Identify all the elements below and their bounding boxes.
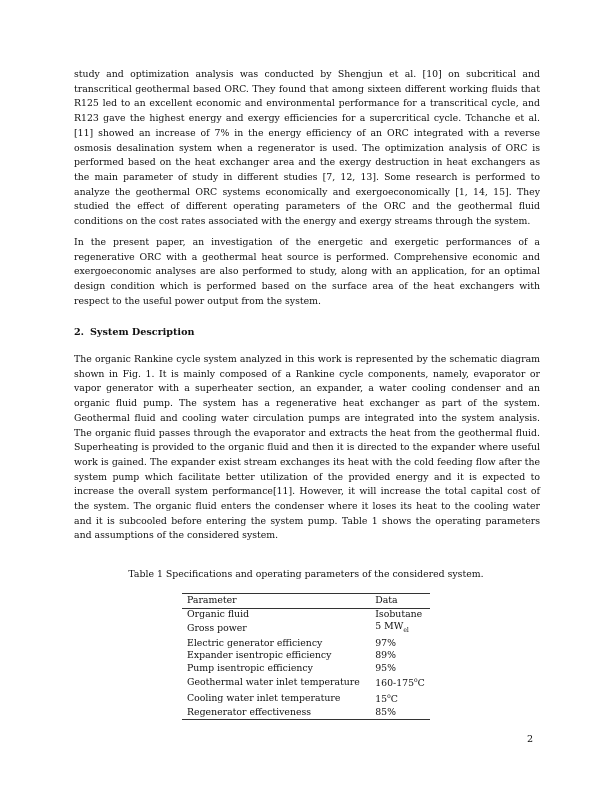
table-row [182, 691, 430, 707]
value-cell: Isobutane [375, 608, 423, 620]
section-number: 2. [74, 327, 85, 338]
value-unit: C [417, 678, 425, 690]
paragraph-intro-continued: study and optimization analysis was conducted by Shengjun et al. [10] on subcritical and transcritical geothermal based ORC. They found that among sixteen different working fluids that R125 led to an excellent economic and environmental performance for a transcritical cycle, and R123 gave the highest energy and exergy efficiencies for a supercritical cycle. Tchanche et al. [11] showed an increase of 7% in the energy efficiency of an ORC integrated with a reverse osmosis desalination system when a regenerator is used. The optimization analysis of ORC is performed based on the heat exchanger area and the exergy destruction in heat exchangers as the main parameter of study in different studies [7, 12, 13]. Some research is performed to analyze the geothermal ORC systems economically and exergoeconomically [1, 14, 15]. They studied the effect of different operating parameters of the ORC and the geothermal fluid conditions on the cost rates associated with the energy and exergy streams through the system. [74, 69, 540, 228]
paragraph-system-description: The organic Rankine cycle system analyzed in this work is represented by the schematic diagram shown in Fig. 1. It is mainly composed of a Rankine cycle components, namely, evaporator or vapor generator with a superheater section, an expander, a water cooling condenser and an organic fluid pump. The system has a regenerative heat exchanger as part of the system. Geothermal fluid and cooling water circulation pumps are integrated into the system analysis. The organic fluid passes through the evaporator and extracts the heat from the geothermal fluid. Superheating is provided to the organic fluid and then it is directed to the expander where useful work is gained. The expander exist stream exchanges its heat with the cold feeding flow after the system pump which facilitate better utilization of the provided energy and it is expected to increase the overall system performance[11]. However, it will increase the total capital cost of the system. The organic fluid enters the condenser where it loses its heat to the cooling water and it is subcooled before entering the system pump. Table 1 shows the operating parameters and assumptions of the considered system. [74, 354, 540, 542]
param-cell: Organic fluid [187, 608, 250, 620]
section-title: System Description [90, 327, 195, 338]
page-number: 2 [527, 734, 534, 745]
param-cell: Pump isentropic efficiency [187, 662, 313, 674]
table-row [182, 675, 430, 691]
value-cell [367, 621, 430, 637]
value-superscript: o [414, 677, 418, 685]
paragraph-present-paper: In the present paper, an investigation of the energetic and exergetic performances of a regenerative ORC with a geothermal heat source is performed. Comprehensive economic and exergoeconomic analyses are also performed to study, along with an application, for an optimal design condition which is performed based on the surface area of the heat exchangers with respect to the useful power output from the system. [74, 237, 540, 307]
value-cell: 95% [375, 662, 396, 674]
param-cell: Gross power [187, 623, 247, 635]
column-header-parameter: Parameter [182, 594, 367, 609]
value-text: 160-175 [375, 678, 415, 690]
value-cell: 85% [367, 707, 430, 720]
value-cell [367, 675, 430, 691]
value-superscript: o [387, 693, 391, 701]
value-subscript: el [403, 627, 409, 635]
section-heading [74, 327, 194, 338]
param-cell: Electric generator efficiency [187, 637, 323, 649]
value-cell: 97% [375, 637, 396, 649]
value-unit: C [390, 694, 398, 706]
param-cell: Geothermal water inlet temperature [187, 676, 360, 688]
table-header-row [182, 594, 430, 609]
value-cell [367, 691, 430, 707]
param-cell: Cooling water inlet temperature [187, 692, 341, 704]
table-row [182, 707, 430, 720]
table-row [182, 650, 430, 663]
table-caption: Table 1 Specifications and operating parameters of the considered system. [128, 569, 484, 580]
value-text: 5 MW [375, 621, 404, 633]
param-cell: Regenerator effectiveness [182, 707, 367, 720]
column-header-data: Data [367, 594, 430, 609]
value-text: 15 [375, 694, 388, 706]
table-row [182, 638, 430, 651]
spec-table [182, 593, 430, 720]
param-cell: Expander isentropic efficiency [187, 650, 332, 662]
table-row [182, 663, 430, 676]
table-row [182, 621, 430, 637]
table-row [182, 608, 430, 621]
value-cell: 89% [375, 650, 396, 662]
